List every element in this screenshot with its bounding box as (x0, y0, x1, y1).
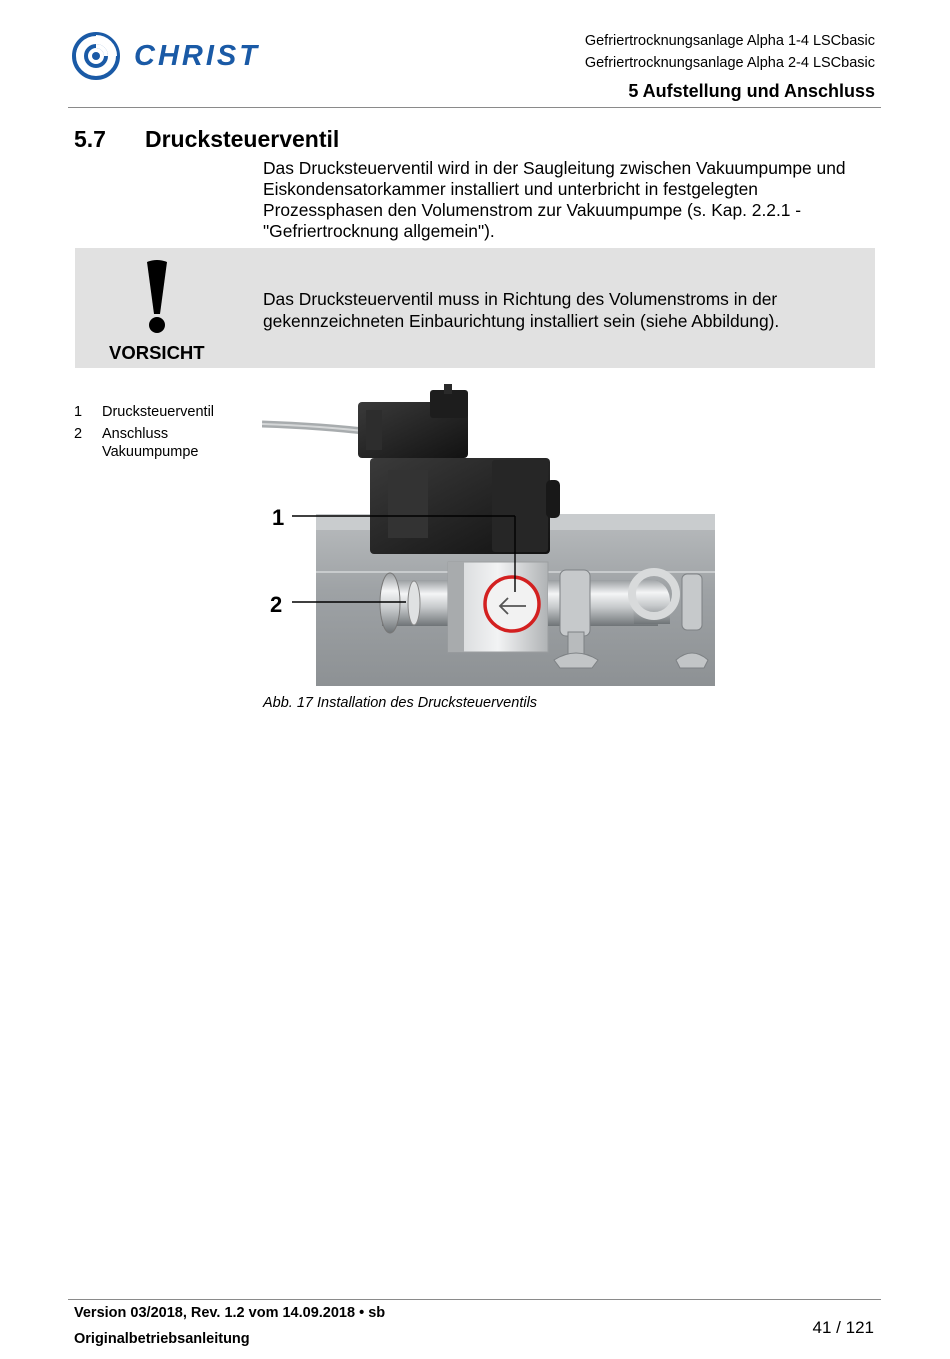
figure-legend (74, 404, 242, 466)
legend-number: 2 (74, 426, 83, 442)
legend-number: 1 (74, 404, 83, 420)
christ-logo (72, 30, 312, 82)
exclamation-icon (144, 258, 170, 334)
legend-text: Anschluss Vakuumpumpe (102, 426, 199, 460)
legend-text: Drucksteuerventil (102, 404, 215, 420)
direction-marker (485, 577, 539, 631)
footer-version: Version 03/2018, Rev. 1.2 vom 14.09.2018 • sb (74, 1305, 386, 1321)
model-line-2: Gefriertrocknungsanlage Alpha 2-4 LSCbasic (584, 55, 875, 71)
logo-text: CHRIST (134, 40, 260, 72)
caution-text: Das Drucksteuerventil muss in Richtung des Volumenstroms in der gekennzeichneten Einbaurichtung installiert sein (siehe Abbildung). (263, 289, 780, 331)
page-number: 41 / 121 (812, 1318, 874, 1337)
legend-item (74, 426, 242, 461)
intro-paragraph: Das Drucksteuerventil wird in der Saugleitung zwischen Vakuumpumpe und Eiskondensatorkammer installiert und unterbricht in festgelegten Prozessphasen den Volumenstrom zur Vakuumpumpe (s. Kap. 2.2.1 - "Gefriertrocknung allgemein"). (263, 158, 846, 241)
section-number: 5.7 (74, 126, 106, 152)
valve-photo (262, 384, 717, 686)
christ-swirl-icon (74, 34, 118, 78)
header-divider (68, 107, 881, 108)
model-line-1: Gefriertrocknungsanlage Alpha 1-4 LSCbasic (584, 33, 875, 49)
legend-item (74, 404, 242, 422)
figure-caption: Abb. 17 Installation des Drucksteuerventils (263, 695, 538, 711)
callout-1: 1 (272, 505, 285, 530)
caution-label: VORSICHT (109, 342, 205, 363)
section-title: Drucksteuerventil (145, 126, 340, 152)
callout-2: 2 (270, 592, 283, 617)
footer-divider (68, 1299, 881, 1300)
chapter-title: 5 Aufstellung und Anschluss (628, 81, 875, 101)
footer-original: Originalbetriebsanleitung (74, 1331, 250, 1347)
